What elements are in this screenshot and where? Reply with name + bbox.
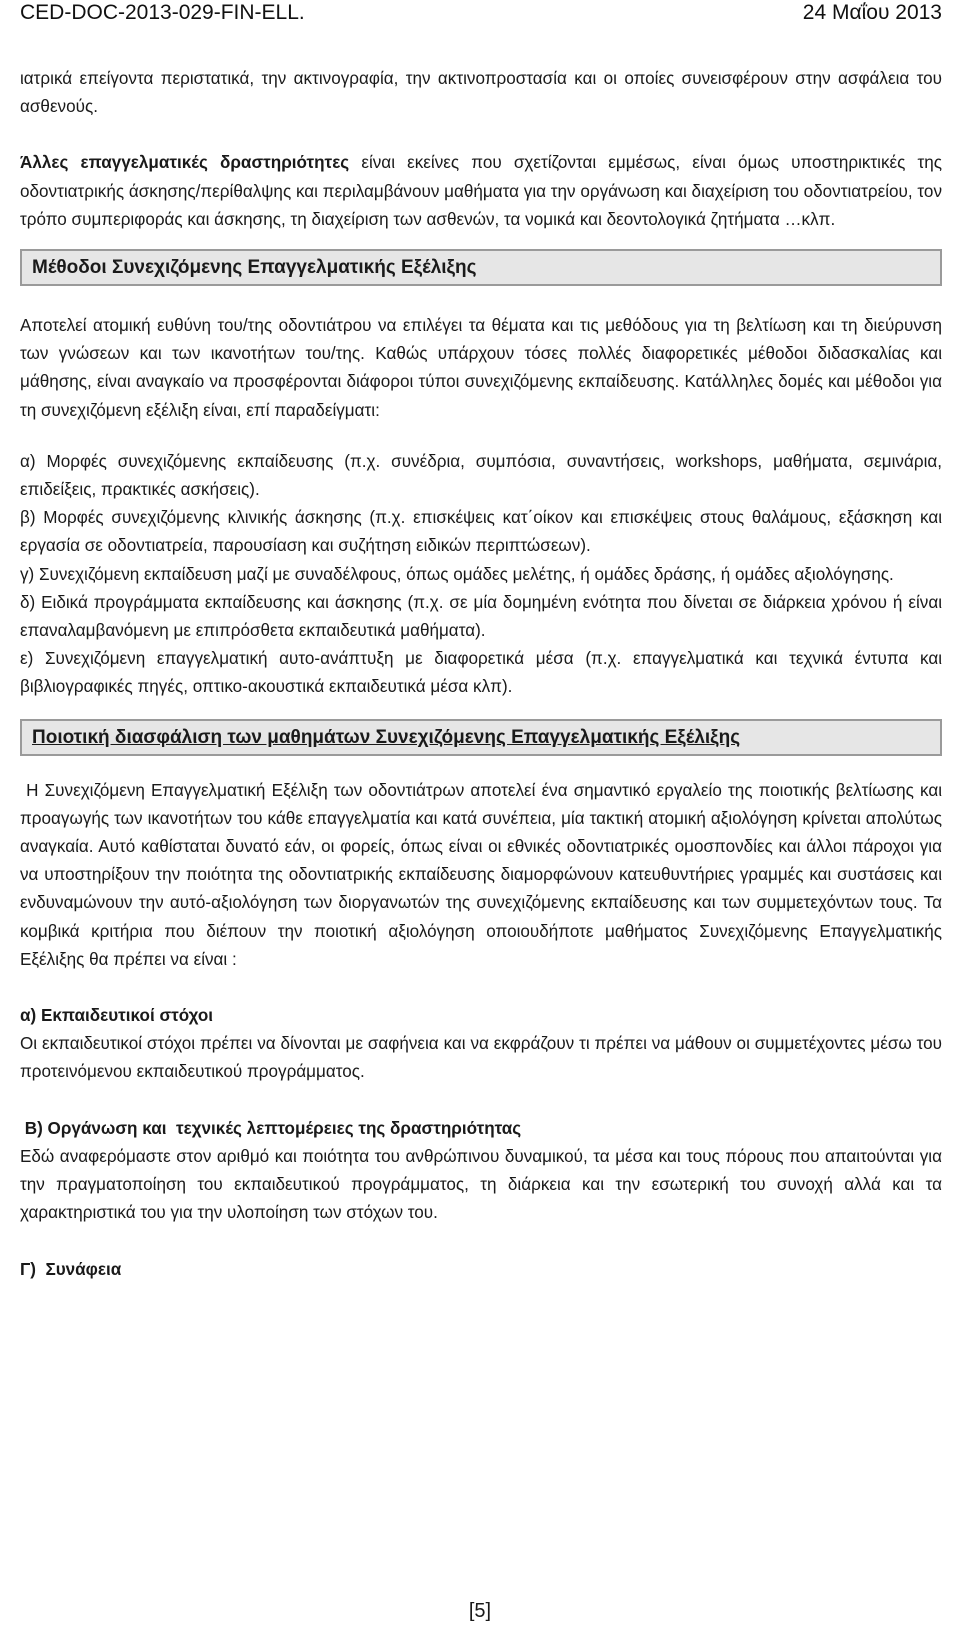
section-heading-quality-text: Ποιοτική διασφάλιση των μαθημάτων Συνεχιζόμενης Επαγγελματικής Εξέλιξης — [32, 726, 741, 748]
criterion-a-text: Οι εκπαιδευτικοί στόχοι πρέπει να δίνονται με σαφήνεια και να εκφράζουν τι πρέπει να μάθουν οι συμμετέχοντες μέσω του προτεινόμενου εκπαιδευτικού προγράμματος. — [20, 1034, 942, 1082]
method-item-c: γ) Συνεχιζόμενη εκπαίδευση μαζί με συναδέλφους, όπως ομάδες μελέτης, ή ομάδες δράσης, ή ομάδες αξιολόγησης. — [20, 564, 894, 584]
page-number: [5] — [468, 1600, 492, 1622]
method-item-b: β) Μορφές συνεχιζόμενης κλινικής άσκησης (π.χ. επισκέψεις κατ΄οίκον και επισκέψεις στους θαλάμους, εξάσκηση και εργασία σε οδοντιατρεία, παρουσίαση και συζήτηση ειδικών περιπτώσεων). — [20, 508, 942, 556]
quality-paragraph: Η Συνεχιζόμενη Επαγγελματική Εξέλιξη των οδοντιάτρων αποτελεί ένα σημαντικό εργαλείο της ποιοτικής βελτίωσης και προαγωγής των ικανοτήτων του κάθε επαγγελματία και κατά συνέπεια, μία τακτική ατομική αξιολόγηση κρίνεται απολύτως αναγκαία. Αυτό καθίσταται δυνατό εάν, οι φορείς, όπως είναι οι εθνικές οδοντιατρικές ομοσπονδίες και άλλοι πάροχοι για να υποστηρίξουν την ποιότητα της οδοντιατρικής εκπαίδευσης διαμορφώνουν κατευθυντήριες γραμμές και συστάσεις και ενδυναμώνουν την αυτό-αξιολόγηση των διοργανωτών της συνεχιζόμενης εκπαίδευσης και των συμμετεχόντων τους. Τα κομβικά κριτήρια που διέπουν την ποιοτική αξιολόγηση οποιουδήποτε μαθήματος Συνεχιζόμενης Επαγγελματικής Εξέλιξης θα πρέπει να είναι : — [20, 780, 947, 969]
criterion-b-title: Β) Οργάνωση και τεχνικές λεπτομέρειες της δραστηριότητας — [20, 1118, 522, 1138]
intro-paragraph-2-text: είναι εκείνες που σχετίζονται εμμέσως, είναι όμως υποστηρικτικές της οδοντιατρικής άσκησης/περίθαλψης και περιλαμβάνουν μαθήματα για την οργάνωση και διαχείριση του οδοντιατρείου, τον τρόπο συμπεριφοράς και άσκησης, τη διαχείριση των ασθενών, τα νομικά και δεοντολογικά ζητήματα …κλπ. — [20, 153, 943, 229]
method-item-a: α) Μορφές συνεχιζόμενης εκπαίδευσης (π.χ. συνέδρια, συμπόσια, συναντήσεις, workshops, μαθήματα, σεμινάρια, επιδείξεις, πρακτικές ασκήσεις). — [20, 451, 942, 500]
criterion-c-title: Γ) Συνάφεια — [20, 1259, 122, 1279]
intro-paragraph-2 — [20, 149, 942, 234]
criterion-a-title: α) Εκπαιδευτικοί στόχοι — [20, 1006, 214, 1026]
intro-bold-term: Άλλες επαγγελματικές δραστηριότητες — [20, 153, 350, 173]
section-heading-methods: Μέθοδοι Συνεχιζόμενης Επαγγελματικής Εξέλιξης — [20, 249, 942, 286]
methods-paragraph: Αποτελεί ατομική ευθύνη του/της οδοντιάτρου να επιλέγει τα θέματα και τις μεθόδους για τη βελτίωση και τη διεύρυνση των γνώσεων και των ικανοτήτων του/της. Καθώς υπάρχουν τόσες πολλές διαφορετικές μέθοδοι διδασκαλίας και μάθησης, είναι αναγκαίο να προσφέρονται διάφοροι τύποι συνεχιζόμενης εκπαίδευσης. Κατάλληλες δομές και μέθοδοι για τη συνεχιζόμενη εξέλιξη είναι, επί παραδείγματι: — [20, 316, 942, 420]
document-id: CED-DOC-2013-029-FIN-ELL. — [20, 1, 305, 24]
method-item-e: ε) Συνεχιζόμενη επαγγελματική αυτο-ανάπτυξη με διαφορετικά μέσα (π.χ. επαγγελματικά και τεχνικά έντυπα και βιβλιογραφικές πηγές, οπτικο-ακουστικά εκπαιδευτικά μέσα κλπ). — [20, 649, 942, 697]
intro-paragraph-1: ιατρικά επείγοντα περιστατικά, την ακτινογραφία, την ακτινοπροστασία και οι οποίες συνεισφέρουν στην ασφάλεια του ασθενούς. — [20, 69, 942, 117]
method-item-d: δ) Ειδικά προγράμματα εκπαίδευσης και άσκησης (π.χ. σε μία δομημένη ενότητα που δίνεται σε διάρκεια χρόνου ή είναι επαναλαμβανόμενη με επιπρόσθετα εκπαιδευτικά μαθήματα). — [20, 592, 942, 641]
page-header — [20, 0, 942, 37]
criterion-b-text: Εδώ αναφερόμαστε στον αριθμό και ποιότητα του ανθρώπινου δυναμικού, τα μέσα και τους πόρους που απαιτούνται για την πραγματοποίηση του εκπαιδευτικού προγράμματος, τη διάρκεια και την εσωτερική του συνοχή αλλά και τα χαρακτηριστικά του για την υλοποίηση των στόχων του. — [20, 1146, 942, 1223]
section-heading-quality — [20, 719, 942, 756]
document-date: 24 Μαΐου 2013 — [802, 1, 942, 24]
